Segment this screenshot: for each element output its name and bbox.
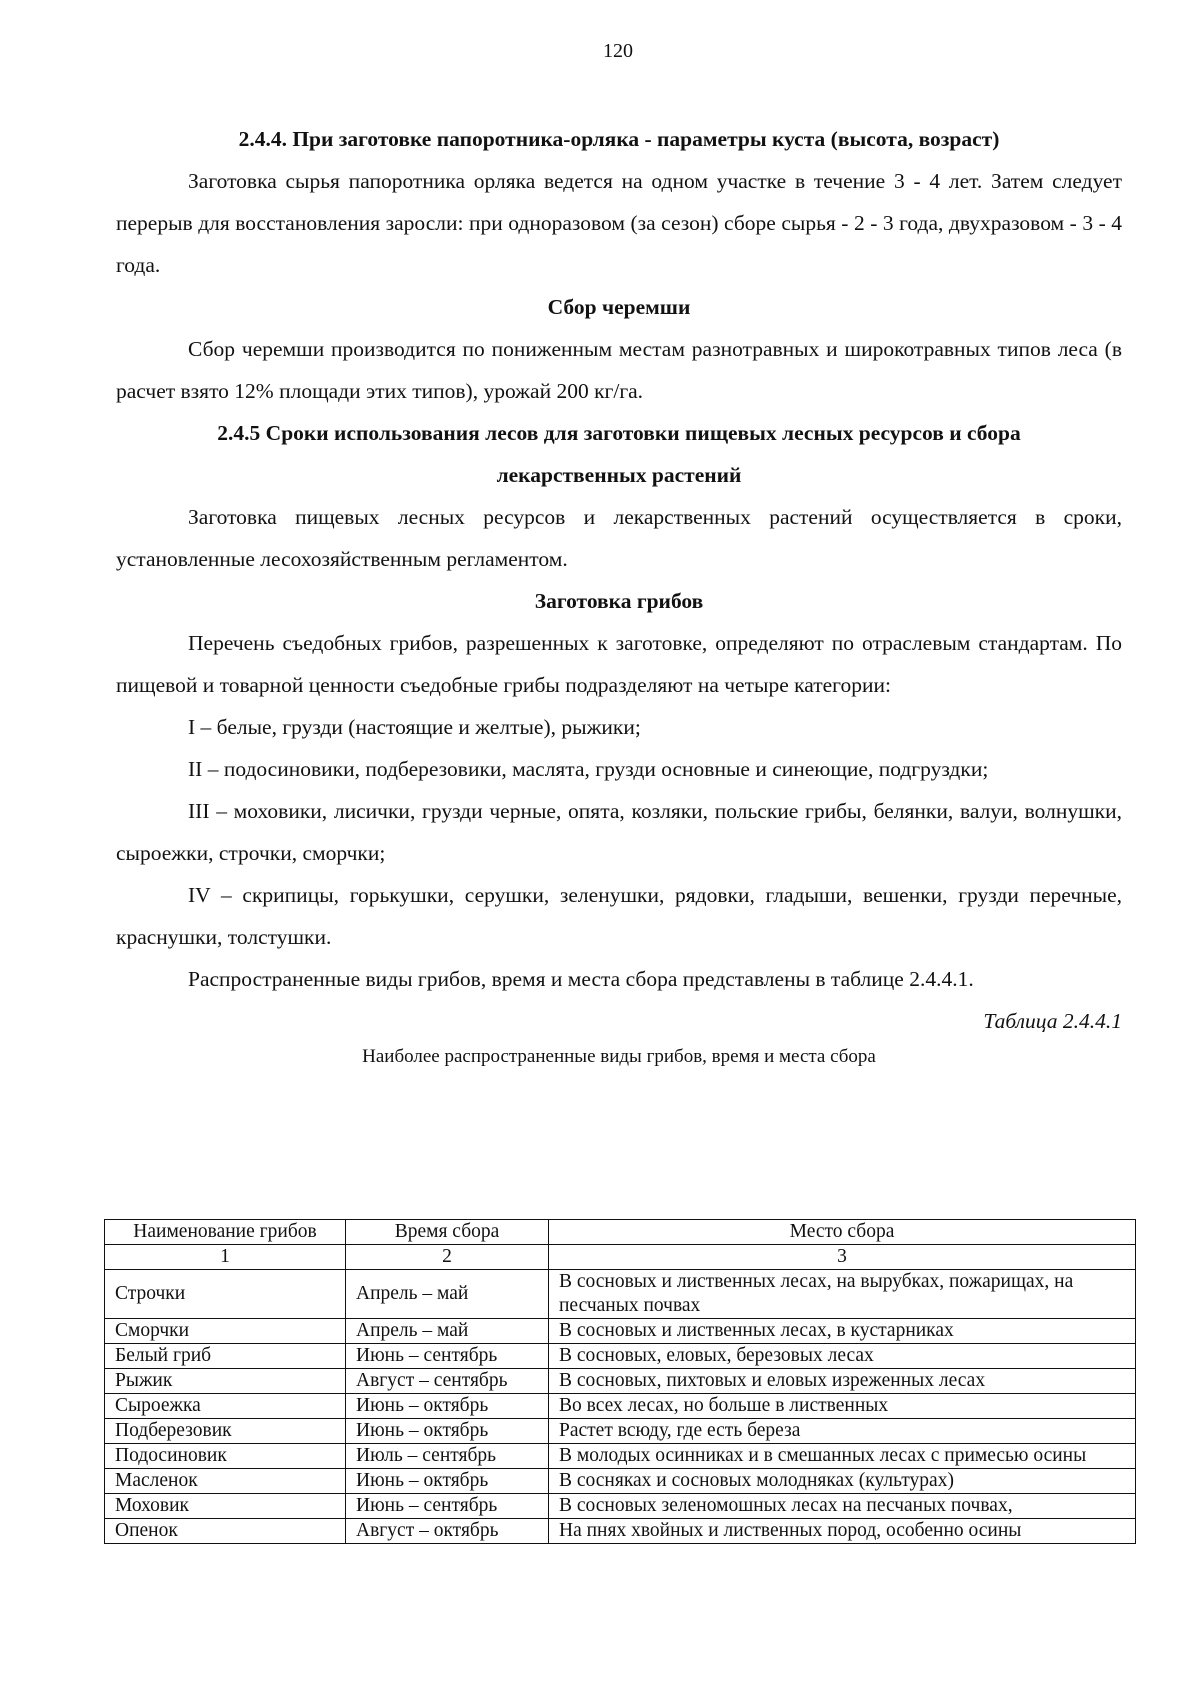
cell-name: Опенок [105, 1519, 346, 1544]
cell-name: Рыжик [105, 1369, 346, 1394]
cell-place: В сосняках и сосновых молодняках (культурах) [549, 1469, 1136, 1494]
cell-name: Моховик [105, 1494, 346, 1519]
heading-245-line2: лекарственных растений [496, 463, 742, 487]
paragraph-cheremsha: Сбор черемши производится по пониженным местам разнотравных и широкотравных типов леса (в расчет взято 12% площади этих типов), урожай 200 кг/га. [116, 337, 1122, 403]
header-name: Наименование грибов [105, 1220, 346, 1245]
table-row [105, 1419, 1136, 1444]
paragraph-mushroom-intro: Перечень съедобных грибов, разрешенных к заготовке, определяют по отраслевым стандартам. По пищевой и товарной ценности съедобные грибы подразделяют на четыре категории: [116, 631, 1122, 697]
cell-time: Август – октябрь [346, 1519, 549, 1544]
col-number-1: 1 [105, 1245, 346, 1270]
cell-name: Подосиновик [105, 1444, 346, 1469]
table-row [105, 1319, 1136, 1344]
document-body [116, 118, 1122, 1078]
cell-time: Июнь – сентябрь [346, 1344, 549, 1369]
cell-name: Сморчки [105, 1319, 346, 1344]
section-heading-mushrooms: Заготовка грибов [534, 589, 704, 613]
cell-time: Апрель – май [346, 1319, 549, 1344]
cell-name: Белый гриб [105, 1344, 346, 1369]
cell-name: Подберезовик [105, 1419, 346, 1444]
cell-place: В сосновых зеленомошных лесах на песчаных почвах, [549, 1494, 1136, 1519]
header-place: Место сбора [549, 1220, 1136, 1245]
page-number: 120 [603, 40, 633, 62]
table-row [105, 1444, 1136, 1469]
cell-time: Июнь – октябрь [346, 1394, 549, 1419]
col-number-3: 3 [549, 1245, 1136, 1270]
table-row [105, 1394, 1136, 1419]
cell-name: Строчки [105, 1270, 346, 1319]
header-time: Время сбора [346, 1220, 549, 1245]
cell-time: Июнь – октябрь [346, 1419, 549, 1444]
table-label: Таблица 2.4.4.1 [983, 1009, 1122, 1033]
cell-place: В сосновых, еловых, березовых лесах [549, 1344, 1136, 1369]
table-row [105, 1369, 1136, 1394]
cell-time: Апрель – май [346, 1270, 549, 1319]
cell-place: Во всех лесах, но больше в лиственных [549, 1394, 1136, 1419]
col-number-2: 2 [346, 1245, 549, 1270]
table-row [105, 1344, 1136, 1369]
paragraph-table-reference: Распространенные виды грибов, время и места сбора представлены в таблице 2.4.4.1. [188, 967, 974, 991]
table-header-row [105, 1220, 1136, 1245]
table-row [105, 1270, 1136, 1319]
cell-place: В сосновых и лиственных лесах, в кустарниках [549, 1319, 1136, 1344]
cell-time: Август – сентябрь [346, 1369, 549, 1394]
mushroom-table [104, 1219, 1136, 1544]
table-title: Наиболее распространенные виды грибов, время и места сбора [362, 1046, 876, 1067]
cell-name: Масленок [105, 1469, 346, 1494]
table-number-row [105, 1245, 1136, 1270]
paragraph-fern: Заготовка сырья папоротника орляка ведется на одном участке в течение 3 - 4 лет. Затем следует перерыв для восстановления заросли: при одноразовом (за сезон) сборе сырья - 2 - 3 года, двухразовом - 3 - 4 года. [116, 169, 1122, 277]
section-heading-244: 2.4.4. При заготовке папоротника-орляка - параметры куста (высота, возраст) [238, 127, 1000, 151]
paragraph-terms: Заготовка пищевых лесных ресурсов и лекарственных растений осуществляется в сроки, установленные лесохозяйственным регламентом. [116, 505, 1122, 571]
category-1: I – белые, грузди (настоящие и желтые), рыжики; [188, 715, 641, 739]
cell-time: Июль – сентябрь [346, 1444, 549, 1469]
category-2: II – подосиновики, подберезовики, маслята, грузди основные и синеющие, подгруздки; [188, 757, 989, 781]
section-heading-cheremsha: Сбор черемши [547, 295, 691, 319]
cell-place: На пнях хвойных и лиственных пород, особенно осины [549, 1519, 1136, 1544]
cell-time: Июнь – октябрь [346, 1469, 549, 1494]
table-row [105, 1519, 1136, 1544]
cell-place: В сосновых, пихтовых и еловых изреженных лесах [549, 1369, 1136, 1394]
heading-245-line1: 2.4.5 Сроки использования лесов для заготовки пищевых лесных ресурсов и сбора [217, 421, 1021, 445]
cell-time: Июнь – сентябрь [346, 1494, 549, 1519]
cell-place: В сосновых и лиственных лесах, на вырубках, пожарищах, на песчаных почвах [549, 1270, 1136, 1319]
section-heading-245 [116, 412, 1122, 496]
cell-name: Сыроежка [105, 1394, 346, 1419]
table-row [105, 1469, 1136, 1494]
table-row [105, 1494, 1136, 1519]
category-3: III – моховики, лисички, грузди черные, опята, козляки, польские грибы, белянки, валуи, волнушки, сыроежки, строчки, сморчки; [116, 799, 1122, 865]
cell-place: В молодых осинниках и в смешанных лесах с примесью осины [549, 1444, 1136, 1469]
cell-place: Растет всюду, где есть береза [549, 1419, 1136, 1444]
category-4: IV – скрипицы, горькушки, серушки, зеленушки, рядовки, гладыши, вешенки, грузди перечные, краснушки, толстушки. [116, 883, 1122, 949]
